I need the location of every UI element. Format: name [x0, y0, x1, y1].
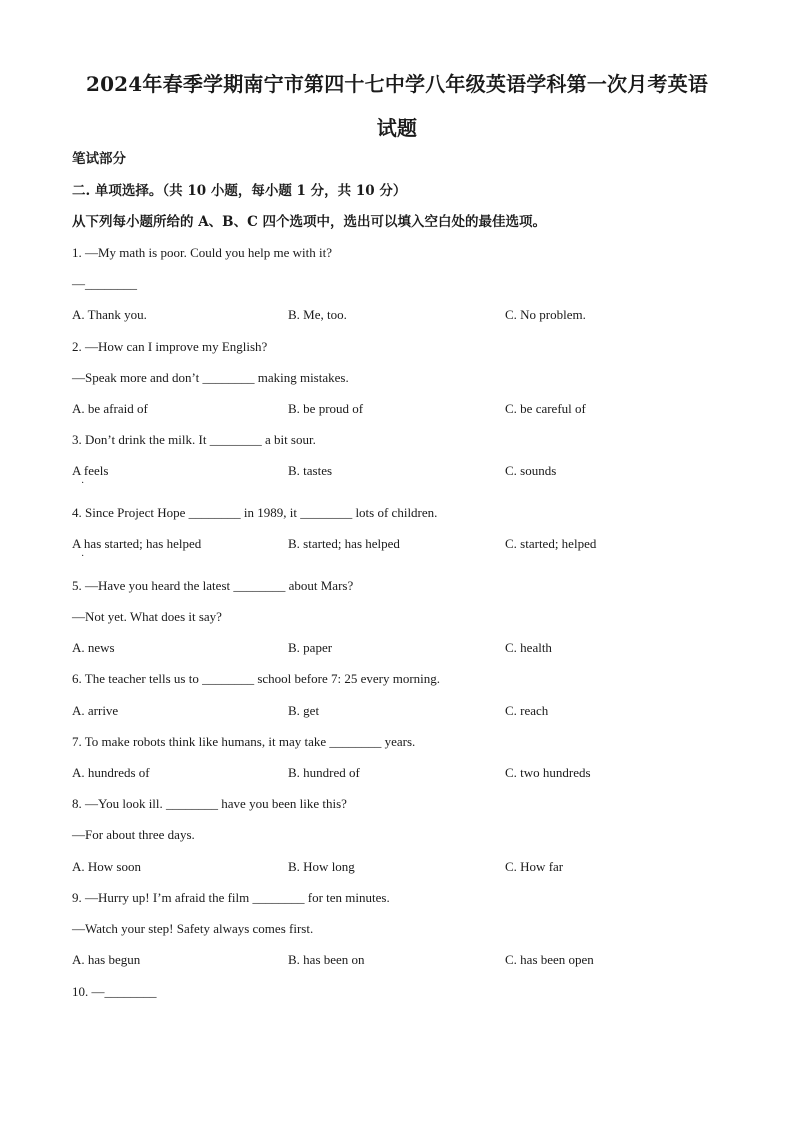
question-8-option-b: B. How long: [288, 859, 355, 874]
option-a-dot-mark: ·: [81, 478, 85, 489]
question-4-option-c: C. started; helped: [505, 536, 597, 551]
question-6-option-a: A. arrive: [72, 703, 119, 718]
question-3-option-a: A feels: [72, 463, 109, 478]
question-5-option-b: B. paper: [288, 640, 333, 655]
question-8-response: —For about three days.: [72, 827, 195, 842]
question-3-option-b: B. tastes: [288, 463, 333, 478]
question-7-option-b: B. hundred of: [288, 765, 360, 780]
question-1-option-b: B. Me, too.: [288, 307, 347, 322]
question-2-option-b: B. be proud of: [288, 401, 364, 416]
question-7-option-a: A. hundreds of: [72, 765, 150, 780]
question-5-stem: 5. —Have you heard the latest ________ about Mars?: [72, 578, 354, 593]
question-1-answer-blank: —________: [72, 276, 137, 291]
question-1-stem: 1. —My math is poor. Could you help me with it?: [72, 245, 332, 260]
question-8-option-a: A. How soon: [72, 859, 141, 874]
question-1-option-a: A. Thank you.: [72, 307, 147, 322]
question-9-stem: 9. —Hurry up! I’m afraid the film ________ for ten minutes.: [72, 890, 390, 905]
question-3-option-c: C. sounds: [505, 463, 557, 478]
question-2-stem: 2. —How can I improve my English?: [72, 339, 268, 354]
question-6-stem: 6. The teacher tells us to ________ school before 7: 25 every morning.: [72, 671, 441, 686]
question-4-stem: 4. Since Project Hope ________ in 1989, it ________ lots of children.: [72, 505, 438, 520]
question-10-stem: 10. —________: [72, 984, 157, 999]
title-line-2: 试题: [376, 116, 418, 140]
question-2-response: —Speak more and don’t ________ making mistakes.: [72, 370, 349, 385]
section-instruction: 从下列每小题所给的 A、B、C 四个选项中，选出可以填入空白处的最佳选项。: [72, 214, 547, 230]
question-1-option-c: C. No problem.: [505, 307, 586, 322]
question-6-option-c: C. reach: [505, 703, 549, 718]
question-7-stem: 7. To make robots think like humans, it may take ________ years.: [72, 734, 416, 749]
question-2-option-a: A. be afraid of: [72, 401, 148, 416]
section-heading: 二. 单项选择。（共 10 小题，每小题 1 分，共 10 分）: [72, 183, 407, 199]
question-5-option-a: A. news: [72, 640, 115, 655]
option-a-dot-mark: ·: [81, 551, 85, 562]
question-9-option-c: C. has been open: [505, 952, 594, 967]
section-part: 笔试部分: [72, 151, 126, 167]
question-4-option-b: B. started; has helped: [288, 536, 400, 551]
question-9-response: —Watch your step! Safety always comes first.: [72, 921, 314, 936]
question-8-option-c: C. How far: [505, 859, 564, 874]
question-6-option-b: B. get: [288, 703, 320, 718]
title-line-1: 2024年春季学期南宁市第四十七中学八年级英语学科第一次月考英语: [85, 72, 709, 96]
question-2-option-c: C. be careful of: [505, 401, 586, 416]
question-9-option-b: B. has been on: [288, 952, 365, 967]
question-5-response: —Not yet. What does it say?: [72, 609, 222, 624]
question-3-stem: 3. Don’t drink the milk. It ________ a bit sour.: [72, 432, 316, 447]
question-7-option-c: C. two hundreds: [505, 765, 591, 780]
question-5-option-c: C. health: [505, 640, 552, 655]
question-8-stem: 8. —You look ill. ________ have you been like this?: [72, 796, 347, 811]
question-9-option-a: A. has begun: [72, 952, 141, 967]
question-4-option-a: A has started; has helped: [72, 536, 202, 551]
